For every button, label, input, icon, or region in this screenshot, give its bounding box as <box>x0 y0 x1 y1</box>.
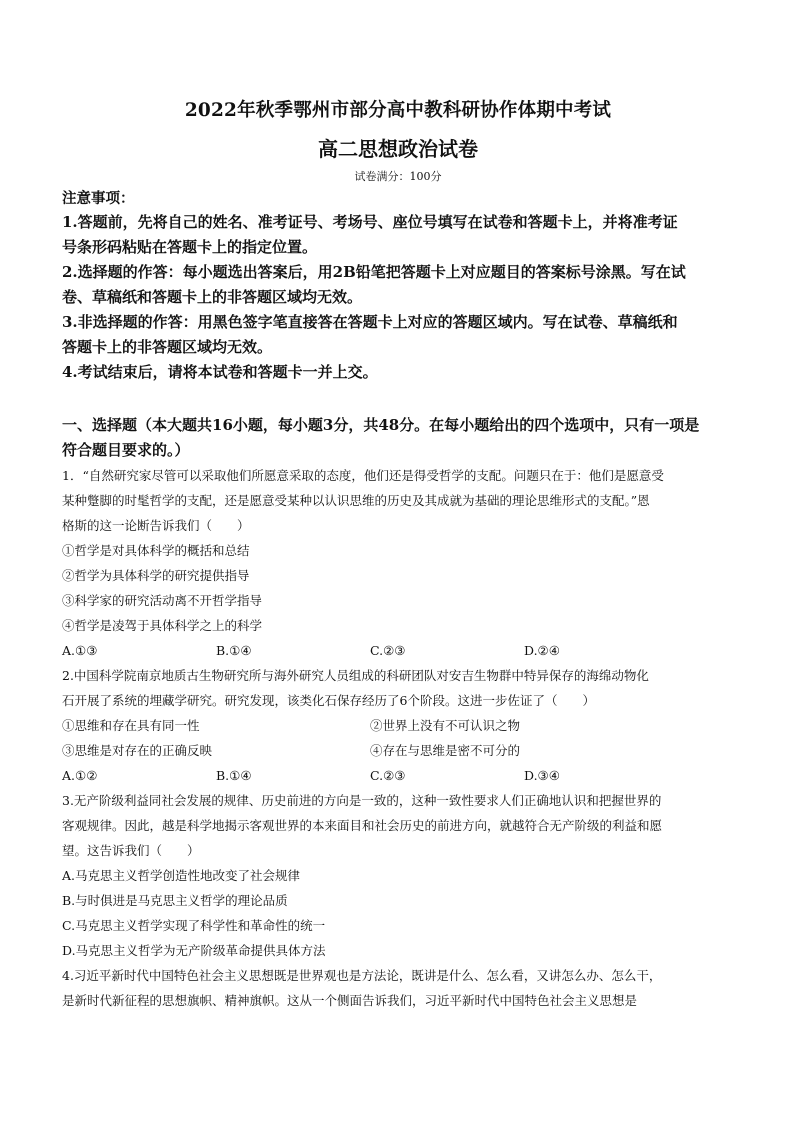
question-1 <box>62 463 734 663</box>
section-heading-line: 符合题目要求的。） <box>62 441 190 459</box>
question-stem-line: 某种蹩脚的时髦哲学的支配，还是愿意受某种以认识思维的历史及其成就为基础的理论思维形式的支配。”恩 <box>62 493 650 508</box>
question-stem-line: 3.无产阶级利益同社会发展的规律、历史前进的方向是一致的，这种一致性要求人们正确地认识和把握世界的 <box>62 793 662 808</box>
exam-subtitle: 高二思想政治试卷 <box>318 137 478 161</box>
options-row <box>62 763 734 788</box>
notes-line: 卷、草稿纸和答题卡上的非答题区域均无效。 <box>62 288 363 306</box>
exam-title: 2022年秋季鄂州市部分高中教科研协作体期中考试 <box>184 100 612 121</box>
full-score: 试卷满分：100分 <box>354 170 442 183</box>
option-d: D.②④ <box>524 643 560 658</box>
question-stem-line: 格斯的这一论断告诉我们（ ） <box>62 518 250 533</box>
notes-line: 1.答题前，先将自己的姓名、准考证号、考场号、座位号填写在试卷和答题卡上，并将准考证 <box>62 213 678 231</box>
question-stem-line: 客观规律。因此，越是科学地揭示客观世界的本来面目和社会历史的前进方向，就越符合无产阶级的利益和愿 <box>62 818 663 833</box>
notes-block <box>62 187 734 385</box>
option-c: C.②③ <box>370 643 406 658</box>
option-b: B.①④ <box>216 768 252 783</box>
notes-line: 2.选择题的作答：每小题选出答案后，用2B铅笔把答题卡上对应题目的答案标号涂黑。写在试 <box>62 263 686 281</box>
notes-line: 号条形码粘贴在答题卡上的指定位置。 <box>62 238 318 256</box>
question-stem-line: 4.习近平新时代中国特色社会主义思想既是世界观也是方法论，既讲是什么、怎么看，又讲怎么办、怎么干， <box>62 968 662 983</box>
option-c: C.②③ <box>370 768 406 783</box>
statement: ④哲学是凌驾于具体科学之上的科学 <box>62 618 263 633</box>
question-stem-line: 是新时代新征程的思想旗帜、精神旗帜。这从一个侧面告诉我们，习近平新时代中国特色社会主义思想是 <box>62 993 638 1008</box>
statement: ②世界上没有不可认识之物 <box>370 718 521 733</box>
option-b: B.①④ <box>216 643 252 658</box>
option-a: A.马克思主义哲学创造性地改变了社会规律 <box>62 868 301 883</box>
question-3 <box>62 788 734 963</box>
question-2 <box>62 663 734 788</box>
notes-line: 答题卡上的非答题区域均无效。 <box>62 338 273 356</box>
question-4 <box>62 963 734 1013</box>
option-d: D.③④ <box>524 768 560 783</box>
question-stem-line: 望。这告诉我们（ ） <box>62 843 200 858</box>
notes-line: 4.考试结束后，请将本试卷和答题卡一并上交。 <box>62 363 378 381</box>
options-row <box>62 638 734 663</box>
notes-heading: 注意事项： <box>62 190 135 207</box>
statement: ①哲学是对具体科学的概括和总结 <box>62 543 250 558</box>
question-stem-line: 1．“自然研究家尽管可以采取他们所愿意采取的态度，他们还是得受哲学的支配。问题只在于：他们是愿意受 <box>62 468 664 483</box>
question-stem-line: 石开展了系统的埋藏学研究。研究发现，该类化石保存经历了6个阶段。这进一步佐证了（ ） <box>62 693 595 708</box>
option-d: D.马克思主义哲学为无产阶级革命提供具体方法 <box>62 943 326 958</box>
option-a: A.①③ <box>62 643 98 658</box>
option-b: B.与时俱进是马克思主义哲学的理论品质 <box>62 893 288 908</box>
statement: ④存在与思维是密不可分的 <box>370 743 521 758</box>
question-stem-line: 2.中国科学院南京地质古生物研究所与海外研究人员组成的科研团队对安吉生物群中特异保存的海绵动物化 <box>62 668 649 683</box>
statement: ②哲学为具体科学的研究提供指导 <box>62 568 250 583</box>
statement: ①思维和存在具有同一性 <box>62 718 200 733</box>
section-heading-line: 一、选择题（本大题共16小题，每小题3分，共48分。在每小题给出的四个选项中，只有一项是 <box>62 416 700 434</box>
statements-row <box>62 713 734 738</box>
notes-line: 3.非选择题的作答：用黑色签字笔直接答在答题卡上对应的答题区域内。写在试卷、草稿纸和 <box>62 313 678 331</box>
option-c: C.马克思主义哲学实现了科学性和革命性的统一 <box>62 918 326 933</box>
statement: ③思维是对存在的正确反映 <box>62 743 213 758</box>
statements-row <box>62 738 734 763</box>
statement: ③科学家的研究活动离不开哲学指导 <box>62 593 263 608</box>
option-a: A.①② <box>62 768 98 783</box>
section-heading <box>62 413 734 463</box>
